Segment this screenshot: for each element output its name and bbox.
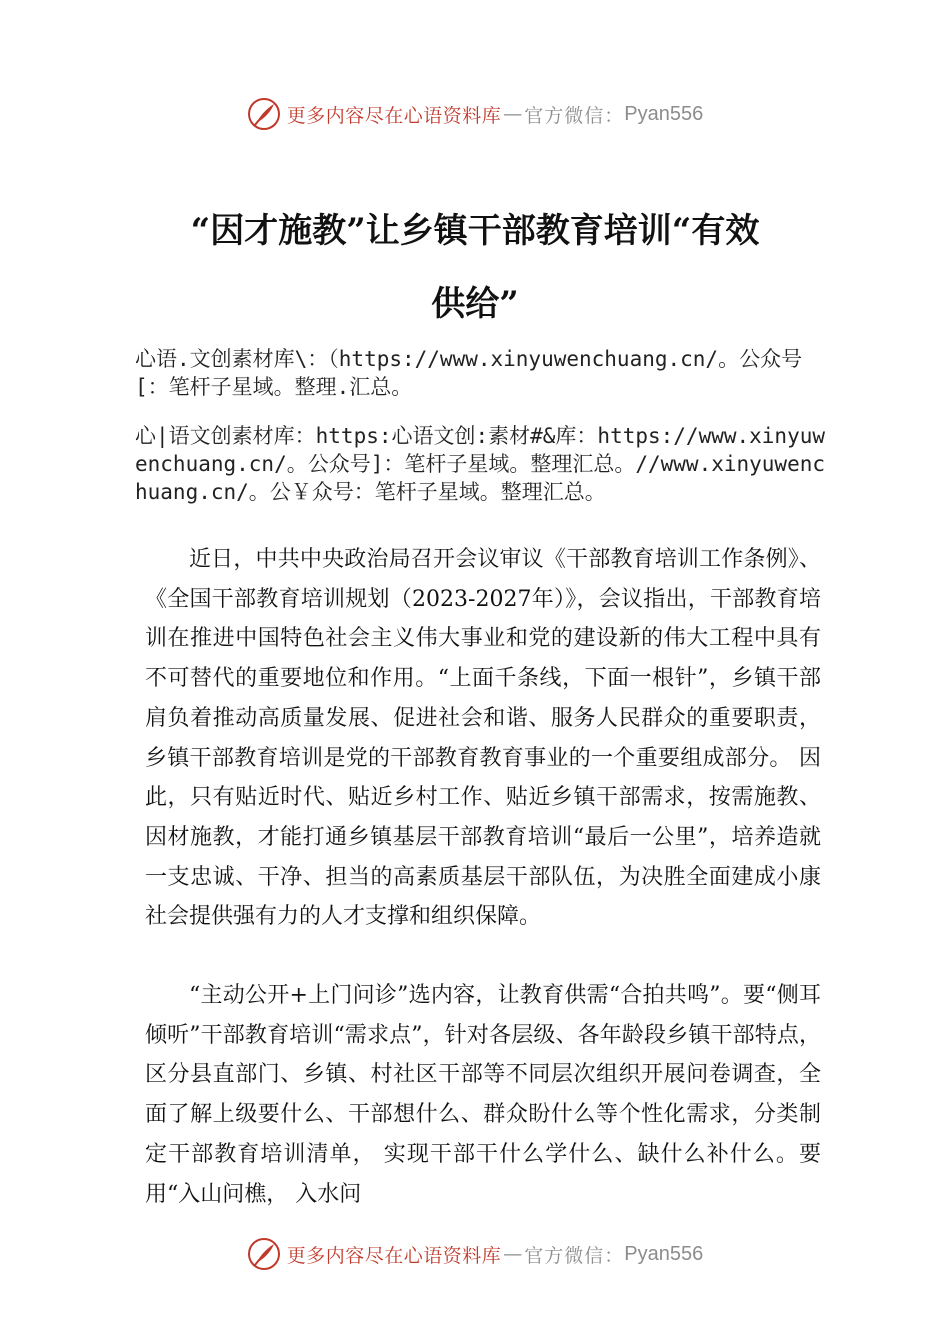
- body-paragraph-1: 近日，中共中央政治局召开会议审议《干部教育培训工作条例》、《全国干部教育培训规划（2023-2027年）》，会议指出，干部教育培训在推进中国特色社会主义伟大事业和党的建设新的伟大工程中具有不可替代的重要地位和作用。“上面千条线，下面一根针”，乡镇干部肩负着推动高质量发展、促进社会和谐、服务人民群众的重要职责，乡镇干部教育培训是党的干部教育教育事业的一个重要组成部分。 因此，只有贴近时代、贴近乡村工作、贴近乡镇干部需求，按需施教、因材施教，才能打通乡镇基层干部教育培训“最后一公里”，培养造就一支忠诚、干净、担当的高素质基层干部队伍，为决胜全面建成小康社会提供强有力的人才支撑和组织保障。: [145, 547, 821, 930]
- banner-text: 更多内容尽在心语资料库: [286, 104, 502, 127]
- wechat-label: 官方微信：: [524, 1244, 625, 1267]
- quill-pen-logo-icon: [247, 97, 281, 131]
- document-title-line-2: 供给”: [431, 284, 519, 324]
- banner-text: 更多内容尽在心语资料库: [286, 1244, 502, 1267]
- source-note-2: 心|语文创素材库：https:心语文创:素材#&库：https://www.xinyuwenchuang.cn/。公众号]：笔杆子星域。整理汇总。//www.xinyuwenchuang.cn/。公￥众号：笔杆子星域。整理汇总。: [135, 424, 826, 504]
- body-paragraph-2: “主动公开+上门问诊”选内容，让教育供需“合拍共鸣”。要“侧耳倾听”干部教育培训“需求点”，针对各层级、各年龄段乡镇干部特点，区分县直部门、乡镇、村社区干部等不同层次组织开展问卷调查，全面了解上级要什么、干部想什么、群众盼什么等个性化需求，分类制定干部教育培训清单， 实现干部干什么学什么、缺什么补什么。要用“入山问樵， 入水问: [145, 983, 821, 1207]
- header-banner: [0, 94, 950, 134]
- wechat-id: Pyan556: [624, 1242, 704, 1265]
- document-title-line-1: “因才施教”让乡镇干部教育培训“有效: [190, 211, 760, 251]
- footer-banner: [0, 1234, 950, 1274]
- banner-separator: —: [503, 1243, 523, 1265]
- wechat-id: Pyan556: [624, 102, 704, 125]
- quill-pen-logo-icon: [247, 1237, 281, 1271]
- banner-separator: —: [503, 103, 523, 125]
- source-note-1: 心语.文创素材库\：（https://www.xinyuwenchuang.cn/。公众号[：笔杆子星域。整理.汇总。: [135, 347, 803, 399]
- wechat-label: 官方微信：: [524, 104, 625, 127]
